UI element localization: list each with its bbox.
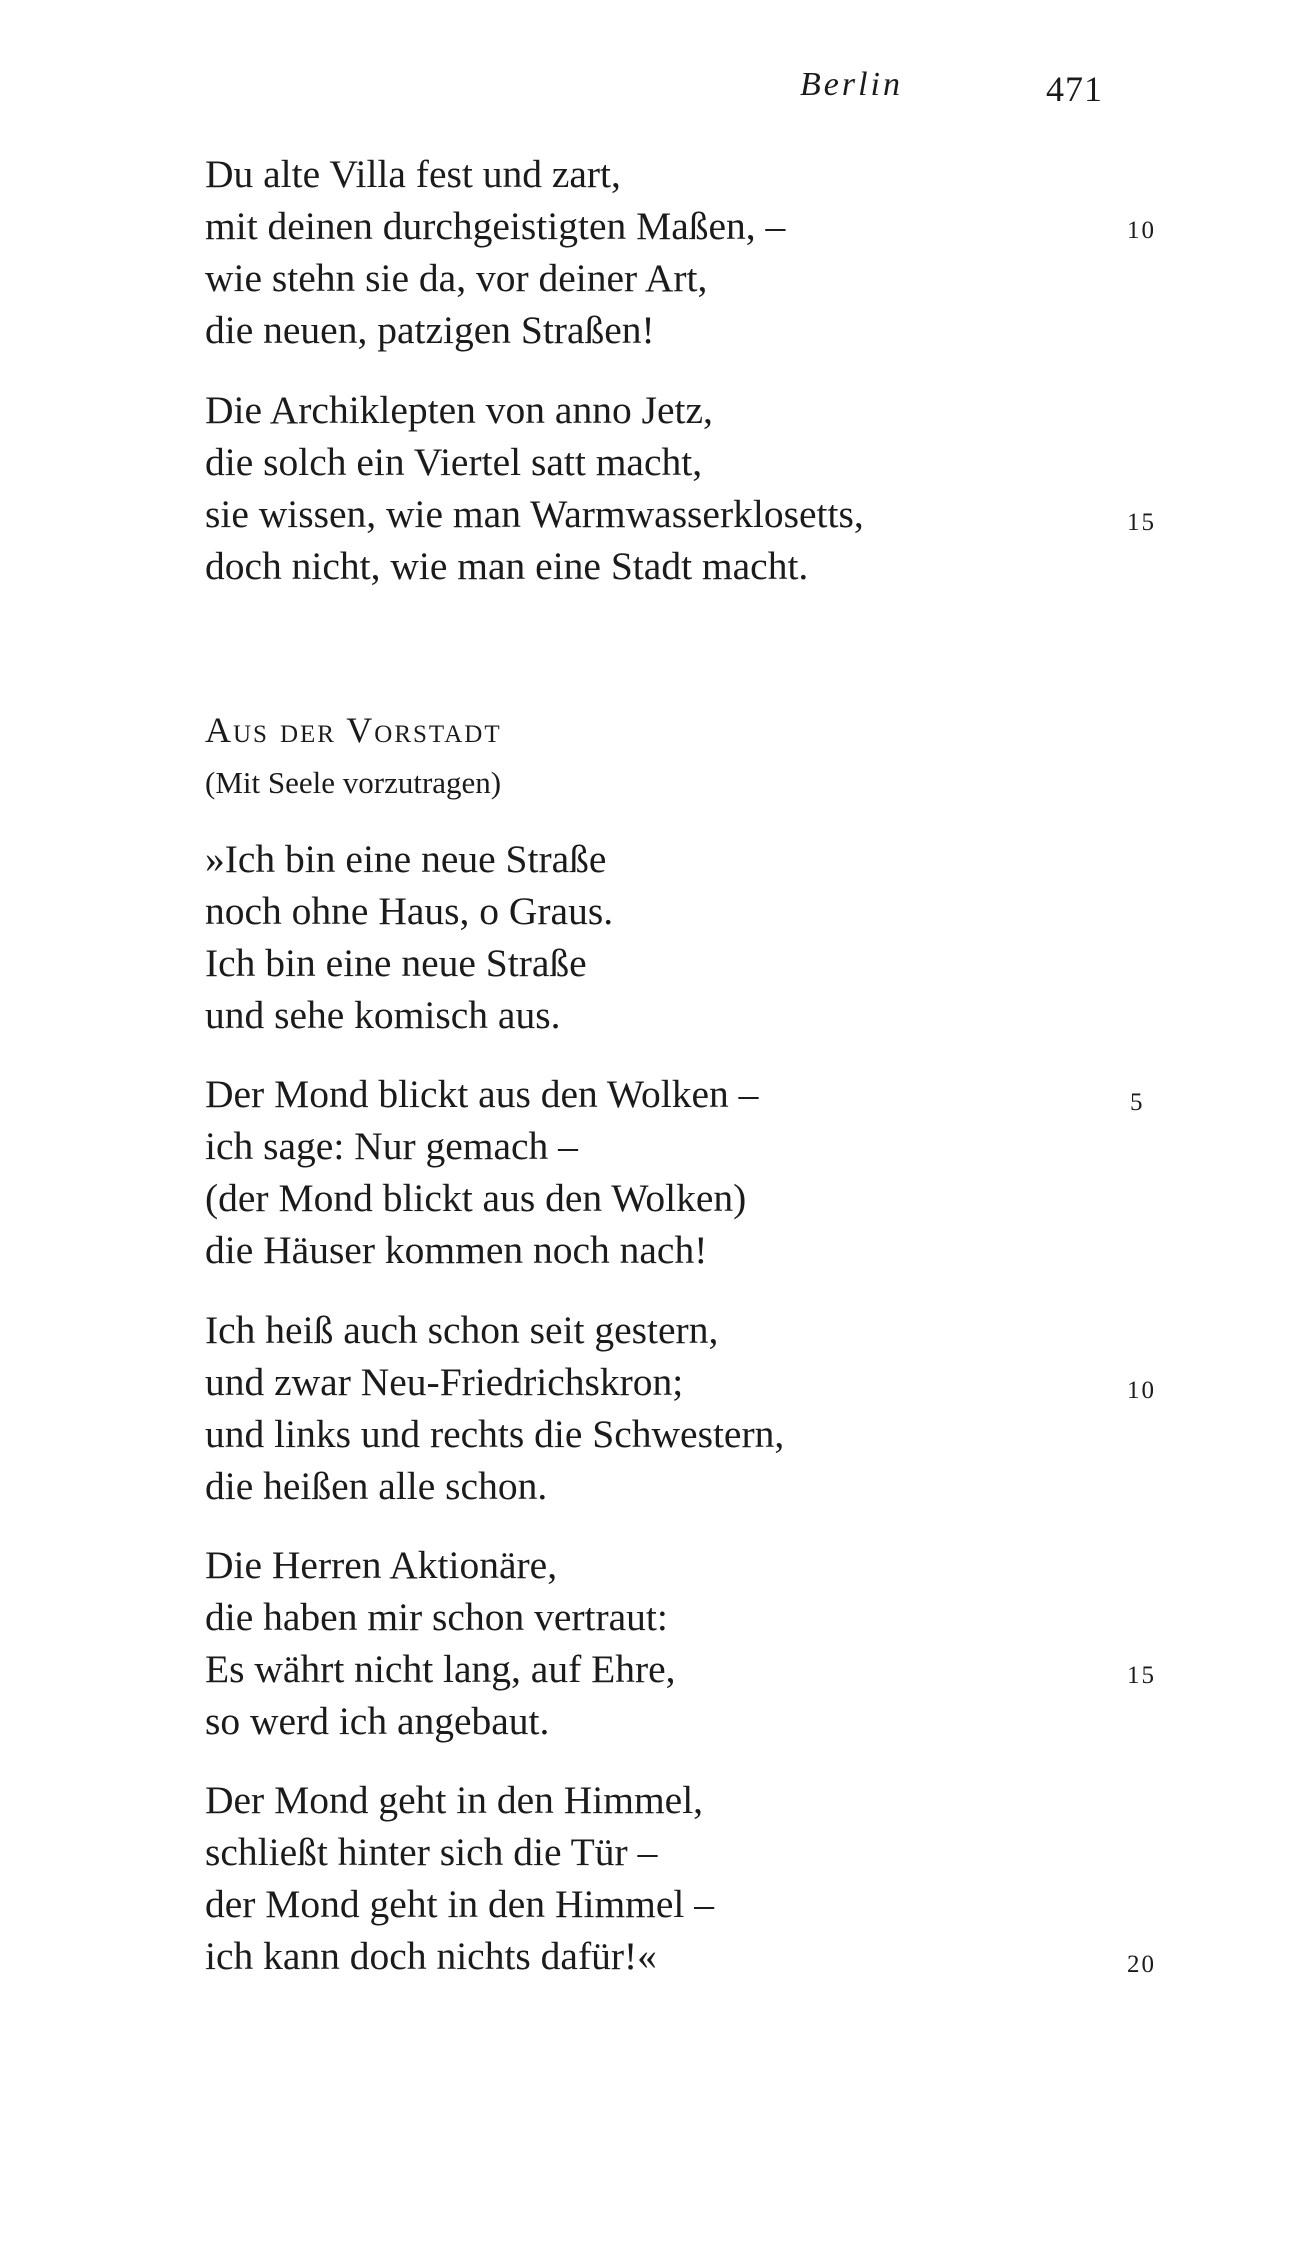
verse-line: schließt hinter sich die Tür – <box>205 1830 658 1874</box>
line-number: 5 <box>1130 1089 1145 1116</box>
verse-line: »Ich bin eine neue Straße <box>205 837 607 881</box>
verse-line: die haben mir schon vertraut: <box>205 1595 668 1639</box>
verse-line: sie wissen, wie man Warmwasserklosetts, <box>205 492 864 536</box>
verse-line: die neuen, patzigen Straßen! <box>205 308 655 352</box>
line-number: 15 <box>1127 509 1156 536</box>
poem-title: Aus der Vorstadt <box>205 710 502 750</box>
line-number: 20 <box>1127 1951 1156 1978</box>
page-number: 471 <box>1046 69 1103 109</box>
verse-line: wie stehn sie da, vor deiner Art, <box>205 256 708 300</box>
poem-subtitle: (Mit Seele vorzutragen) <box>205 765 502 800</box>
verse-line: (der Mond blickt aus den Wolken) <box>205 1176 747 1220</box>
verse-line: mit deinen durchgeistigten Maßen, – <box>205 204 786 248</box>
verse-line: Der Mond blickt aus den Wolken – <box>205 1072 759 1116</box>
verse-line: ich kann doch nichts dafür!« <box>205 1934 657 1978</box>
verse-line: der Mond geht in den Himmel – <box>205 1882 715 1926</box>
running-head: Berlin <box>800 66 903 103</box>
line-number: 10 <box>1127 217 1156 244</box>
verse-line: Du alte Villa fest und zart, <box>205 152 621 196</box>
verse-line: und zwar Neu-Friedrichskron; <box>205 1360 684 1404</box>
verse-line: Es währt nicht lang, auf Ehre, <box>205 1647 676 1691</box>
verse-line: so werd ich angebaut. <box>205 1699 550 1743</box>
verse-line: doch nicht, wie man eine Stadt macht. <box>205 544 809 588</box>
verse-line: und sehe komisch aus. <box>205 993 561 1037</box>
verse-line: die heißen alle schon. <box>205 1464 548 1508</box>
verse-line: Ich heiß auch schon seit gestern, <box>205 1308 719 1352</box>
verse-line: Die Herren Aktionäre, <box>205 1543 558 1587</box>
verse-line: ich sage: Nur gemach – <box>205 1124 578 1168</box>
verse-line: Der Mond geht in den Himmel, <box>205 1778 704 1822</box>
verse-line: die Häuser kommen noch nach! <box>205 1228 708 1272</box>
verse-line: Ich bin eine neue Straße <box>205 941 587 985</box>
line-number: 10 <box>1127 1377 1156 1404</box>
verse-line: die solch ein Viertel satt macht, <box>205 440 703 484</box>
verse-line: noch ohne Haus, o Graus. <box>205 889 614 933</box>
line-number: 15 <box>1127 1662 1156 1689</box>
verse-line: Die Archiklepten von anno Jetz, <box>205 388 713 432</box>
verse-line: und links und rechts die Schwestern, <box>205 1412 785 1456</box>
